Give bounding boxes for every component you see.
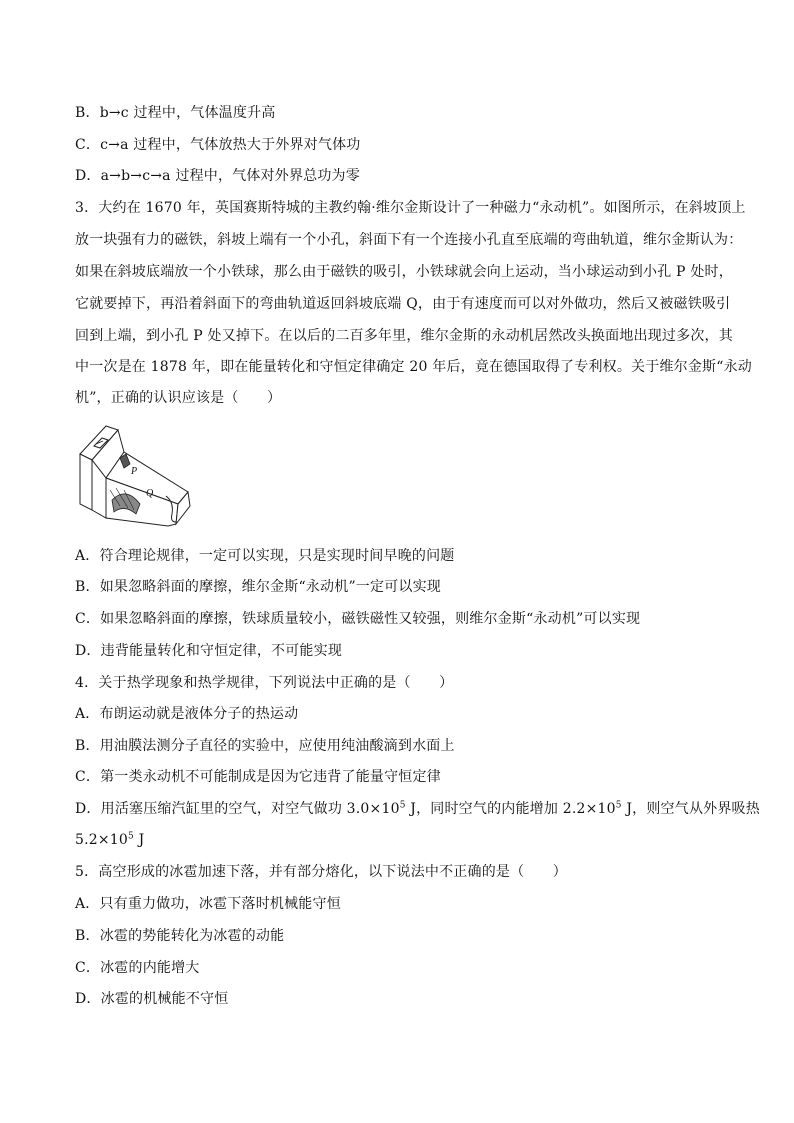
- q4-option-d-text-1: D．用活塞压缩汽缸里的空气，对空气做功 3.0×10: [75, 801, 400, 817]
- q3-stem-line-1: 3．大约在 1670 年，英国赛斯特城的主教约翰·维尔金斯设计了一种磁力“永动机”。如图所示，在斜坡顶上: [75, 200, 746, 216]
- q4-option-b: B．用油膜法测分子直径的实验中，应使用纯油酸滴到水面上: [75, 738, 455, 754]
- q4-option-d-line-2-text-1: 5.2×10: [75, 832, 129, 848]
- q4-option-d: [75, 799, 760, 819]
- q4-option-d-line-2: [75, 830, 144, 850]
- q5-option-d: D．冰雹的机械能不守恒: [75, 991, 229, 1007]
- perpetual-motion-figure: [76, 424, 196, 528]
- q3-stem-line-4: 它就要掉下，再沿着斜面下的弯曲轨道返回斜坡底端 Q，由于有速度而可以对外做功，然后又被磁铁吸引: [75, 296, 731, 312]
- q4-stem: 4．关于热学现象和热学规律，下列说法中正确的是（ ）: [75, 675, 454, 691]
- q5-option-b: B．冰雹的势能转化为冰雹的动能: [75, 928, 285, 944]
- q3-stem-line-6: 中一次是在 1878 年，即在能量转化和守恒定律确定 20 年后，竟在德国取得了专利权。关于维尔金斯“永动: [75, 359, 752, 375]
- q3-stem-line-5: 回到上端，到小孔 P 处又掉下。在以后的二百多年里，维尔金斯的永动机居然改头换面地出现过多次，其: [75, 328, 733, 344]
- q5-option-a: A．只有重力做功，冰雹下落时机械能守恒: [75, 896, 341, 912]
- q4-option-d-exp-1: 5: [399, 800, 406, 811]
- figure-label-p: P: [131, 466, 138, 477]
- prev-option-d: D．a→b→c→a 过程中，气体对外界总功为零: [75, 168, 360, 184]
- q3-stem-line-7: 机”，正确的认识应该是（ ）: [75, 390, 282, 406]
- q4-option-d-exp-2: 5: [615, 800, 622, 811]
- q4-option-d-line-2-exp: 5: [128, 831, 134, 842]
- q4-option-d-text-3: J，则空气从外界吸热: [621, 801, 760, 817]
- q3-option-d: D．违背能量转化和守恒定律，不可能实现: [75, 643, 343, 659]
- q4-option-c: C．第一类永动机不可能制成是因为它违背了能量守恒定律: [75, 769, 441, 785]
- figure-label-q: Q: [146, 488, 154, 499]
- q3-stem-line-3: 如果在斜坡底端放一个小铁球，那么由于磁铁的吸引，小铁球就会向上运动，当小球运动到小孔 P 处时，: [75, 264, 733, 280]
- q4-option-d-text-2: J，同时空气的内能增加 2.2×10: [405, 801, 616, 817]
- q4-option-a: A．布朗运动就是液体分子的热运动: [75, 706, 299, 722]
- q3-option-b: B．如果忽略斜面的摩擦，维尔金斯“永动机”一定可以实现: [75, 579, 442, 595]
- q3-stem-line-2: 放一块强有力的磁铁，斜坡上端有一个小孔，斜面下有一个连接小孔直至底端的弯曲轨道，维尔金斯认为：: [75, 232, 743, 248]
- q3-option-a: A．符合理论规律，一定可以实现，只是实现时间早晚的问题: [75, 548, 455, 564]
- q4-option-d-line-2-text-2: J: [133, 832, 145, 848]
- q5-option-c: C．冰雹的内能增大: [75, 960, 200, 976]
- prev-option-c: C．c→a 过程中，气体放热大于外界对气体功: [75, 137, 361, 153]
- prev-option-b: B．b→c 过程中，气体温度升高: [75, 105, 276, 121]
- q5-stem: 5．高空形成的冰雹加速下落，并有部分熔化，以下说法中不正确的是（ ）: [75, 864, 567, 880]
- q3-option-c: C．如果忽略斜面的摩擦，铁球质量较小，磁铁磁性又较强，则维尔金斯“永动机”可以实现: [75, 611, 641, 627]
